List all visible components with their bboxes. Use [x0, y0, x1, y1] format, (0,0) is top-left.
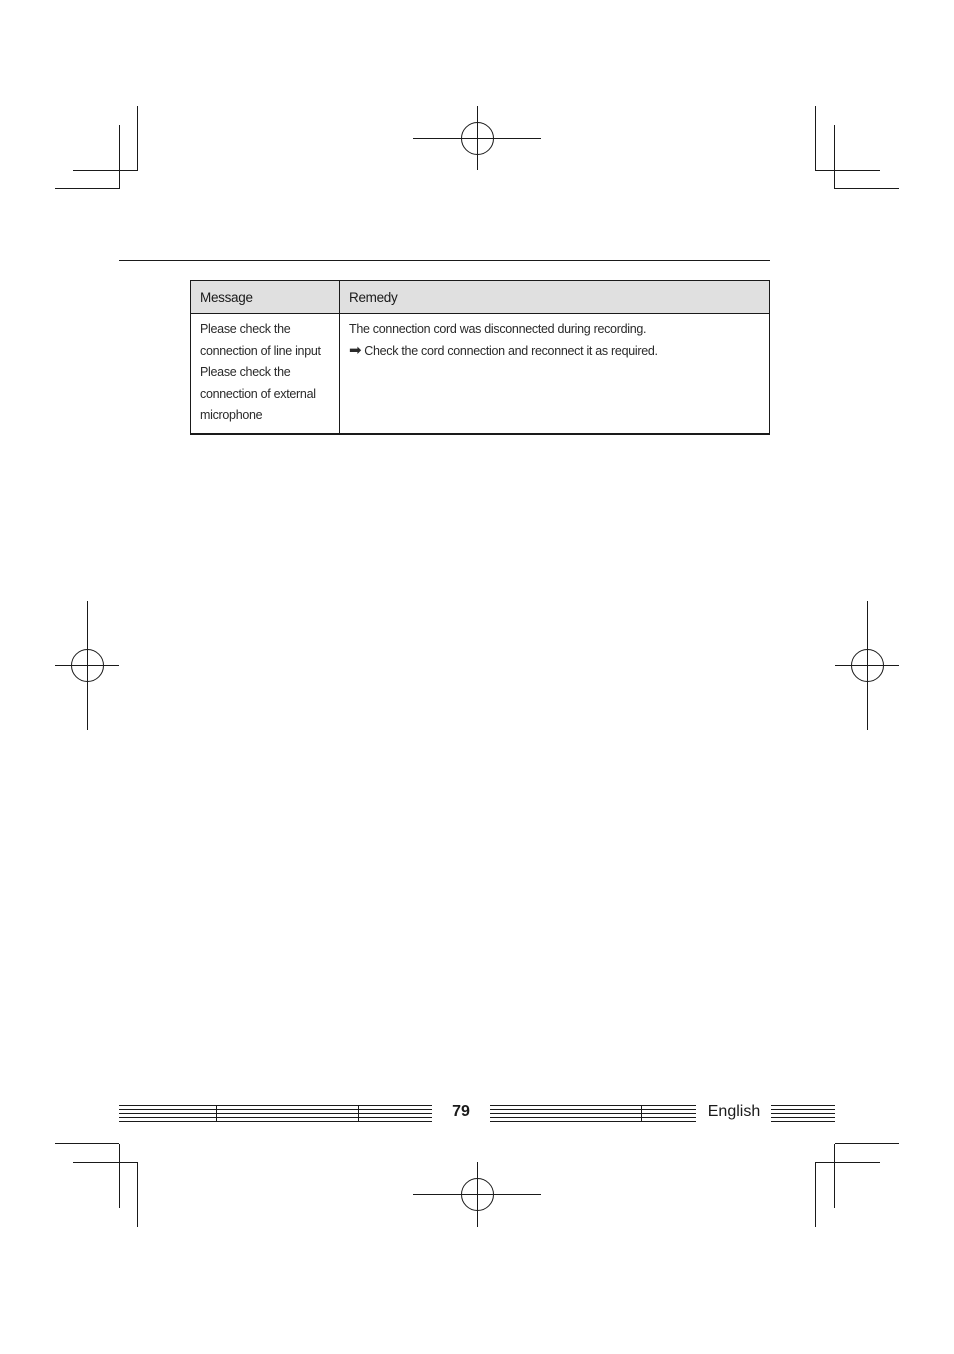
registration-mark-left [55, 601, 119, 730]
message-cell [191, 314, 340, 435]
message-line: Please check the [200, 365, 291, 379]
table-row [191, 314, 770, 435]
registration-mark-bottom [413, 1162, 541, 1227]
remedy-cell [340, 314, 770, 435]
footer-bars-left [119, 1105, 432, 1122]
message-line: Please check the [200, 322, 291, 336]
column-header-remedy: Remedy [340, 281, 770, 314]
registration-mark-top [413, 106, 541, 170]
header-rule [119, 260, 770, 261]
arrow-right-icon: ➡ [349, 341, 362, 359]
message-line: microphone [200, 408, 263, 422]
footer-bars-middle [490, 1105, 696, 1122]
message-line: connection of line input [200, 343, 321, 358]
remedy-action-text: Check the cord connection and reconnect it as required. [364, 343, 658, 358]
remedy-action-line [349, 341, 760, 363]
column-header-message: Message [191, 281, 340, 314]
page-number: 79 [452, 1103, 470, 1120]
remedy-line: The connection cord was disconnected during recording. [349, 322, 647, 336]
footer-language: English [707, 1103, 761, 1120]
table-header-row [191, 281, 770, 314]
registration-mark-right [835, 601, 899, 730]
message-line: connection of external [200, 386, 316, 401]
footer-bars-right [771, 1106, 835, 1122]
message-remedy-table [190, 280, 770, 435]
